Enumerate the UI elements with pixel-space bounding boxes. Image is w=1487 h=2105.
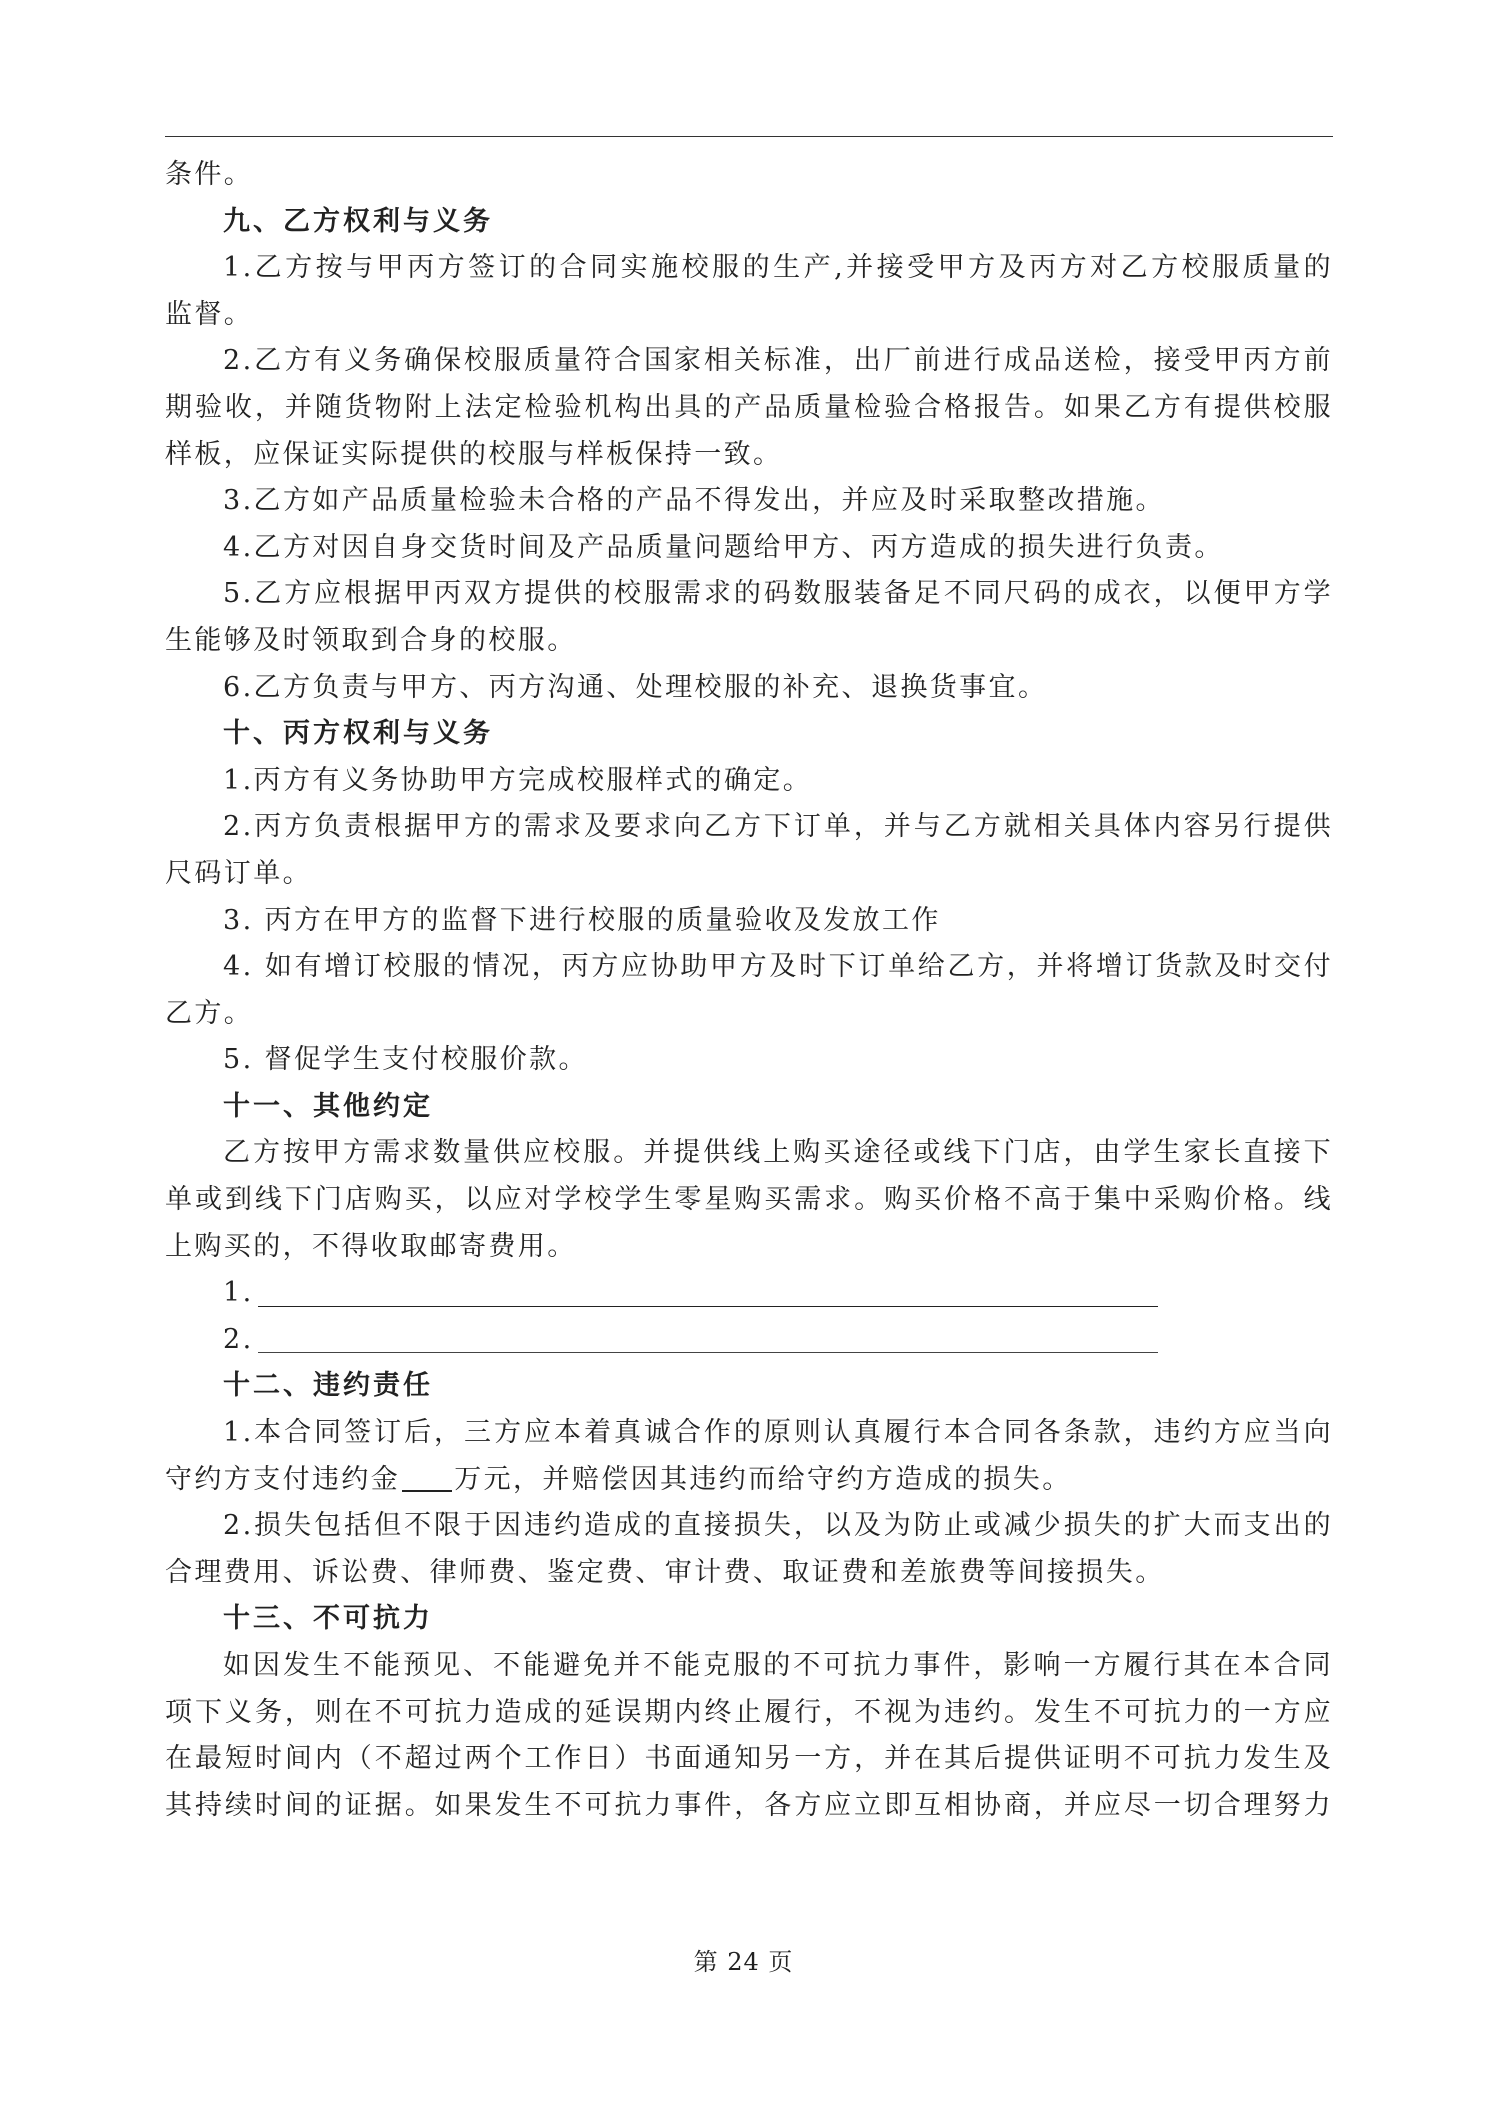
document-body — [165, 152, 1333, 1829]
text-line: 2.损失包括但不限于因违约造成的直接损失，以及为防止或减少损失的扩大而支出的 — [223, 1510, 1333, 1542]
text-line: 生能够及时领取到合身的校服。 — [165, 624, 577, 656]
text-line: 5. 督促学生支付校服价款。 — [223, 1044, 588, 1076]
text-line: 监督。 — [165, 298, 254, 330]
section-heading-9: 九、乙方权利与义务 — [223, 205, 493, 237]
fill-item-number: 1. — [223, 1277, 254, 1309]
text-line: 4. 如有增订校服的情况，丙方应协助甲方及时下订单给乙方，并将增订货款及时交付 — [223, 951, 1333, 983]
text-line: 2.乙方有义务确保校服质量符合国家相关标准，出厂前进行成品送检，接受甲丙方前 — [223, 345, 1333, 377]
text-line: 条件。 — [165, 159, 254, 190]
text-line: 1.乙方按与甲丙方签订的合同实施校服的生产,并接受甲方及丙方对乙方校服质量的 — [223, 252, 1333, 284]
text-line: 3. 丙方在甲方的监督下进行校服的质量验收及发放工作 — [223, 904, 941, 936]
text-segment: 守约方支付违约金 — [165, 1463, 401, 1495]
fill-item-number: 2. — [223, 1323, 254, 1355]
fill-underline — [258, 1306, 1158, 1307]
text-line: 乙方按甲方需求数量供应校服。并提供线上购买途径或线下门店，由学生家长直接下 — [223, 1137, 1333, 1169]
text-line: 3.乙方如产品质量检验未合格的产品不得发出，并应及时采取整改措施。 — [223, 485, 1165, 517]
text-line: 1.本合同签订后，三方应本着真诚合作的原则认真履行本合同各条款，违约方应当向 — [223, 1417, 1333, 1449]
text-line: 合理费用、诉讼费、律师费、鉴定费、审计费、取证费和差旅费等间接损失。 — [165, 1556, 1165, 1588]
text-line: 乙方。 — [165, 997, 254, 1029]
text-line: 2.丙方负责根据甲方的需求及要求向乙方下订单，并与乙方就相关具体内容另行提供 — [223, 811, 1333, 843]
header-rule — [165, 136, 1333, 137]
text-line: 1.丙方有义务协助甲方完成校服样式的确定。 — [223, 764, 813, 796]
text-line: 其持续时间的证据。如果发生不可抗力事件，各方应立即互相协商，并应尽一切合理努力 — [165, 1789, 1333, 1821]
text-segment: 万元，并赔偿因其违约而给守约方造成的损失。 — [454, 1463, 1072, 1495]
section-heading-10: 十、丙方权利与义务 — [223, 718, 493, 750]
amount-blank — [402, 1464, 452, 1492]
text-line: 项下义务，则在不可抗力造成的延误期内终止履行，不视为违约。发生不可抗力的一方应 — [165, 1696, 1333, 1728]
text-line: 6.乙方负责与甲方、丙方沟通、处理校服的补充、退换货事宜。 — [223, 671, 1048, 703]
text-line: 4.乙方对因自身交货时间及产品质量问题给甲方、丙方造成的损失进行负责。 — [223, 531, 1224, 563]
text-line: 尺码订单。 — [165, 857, 312, 889]
text-line: 样板，应保证实际提供的校服与样板保持一致。 — [165, 438, 783, 470]
blank-fill-line-1 — [165, 1270, 1333, 1317]
text-line: 单或到线下门店购买，以应对学校学生零星购买需求。购买价格不高于集中采购价格。线 — [165, 1184, 1333, 1216]
text-line: 期验收，并随货物附上法定检验机构出具的产品质量检验合格报告。如果乙方有提供校服 — [165, 391, 1333, 423]
text-line: 如因发生不能预见、不能避免并不能克服的不可抗力事件，影响一方履行其在本合同 — [223, 1650, 1333, 1681]
page-number: 第 24 页 — [693, 1948, 794, 1976]
section-heading-12: 十二、违约责任 — [223, 1370, 433, 1402]
text-line: 上购买的，不得收取邮寄费用。 — [165, 1230, 577, 1262]
text-line: 在最短时间内（不超过两个工作日）书面通知另一方，并在其后提供证明不可抗力发生及 — [165, 1743, 1333, 1775]
text-line: 5.乙方应根据甲丙双方提供的校服需求的码数服装备足不同尺码的成衣，以便甲方学 — [223, 578, 1333, 610]
fill-underline — [258, 1352, 1158, 1353]
section-heading-11: 十一、其他约定 — [223, 1090, 433, 1122]
text-line-with-blank — [165, 1457, 1333, 1504]
section-heading-13: 十三、不可抗力 — [223, 1603, 433, 1635]
blank-fill-line-2 — [165, 1317, 1333, 1364]
